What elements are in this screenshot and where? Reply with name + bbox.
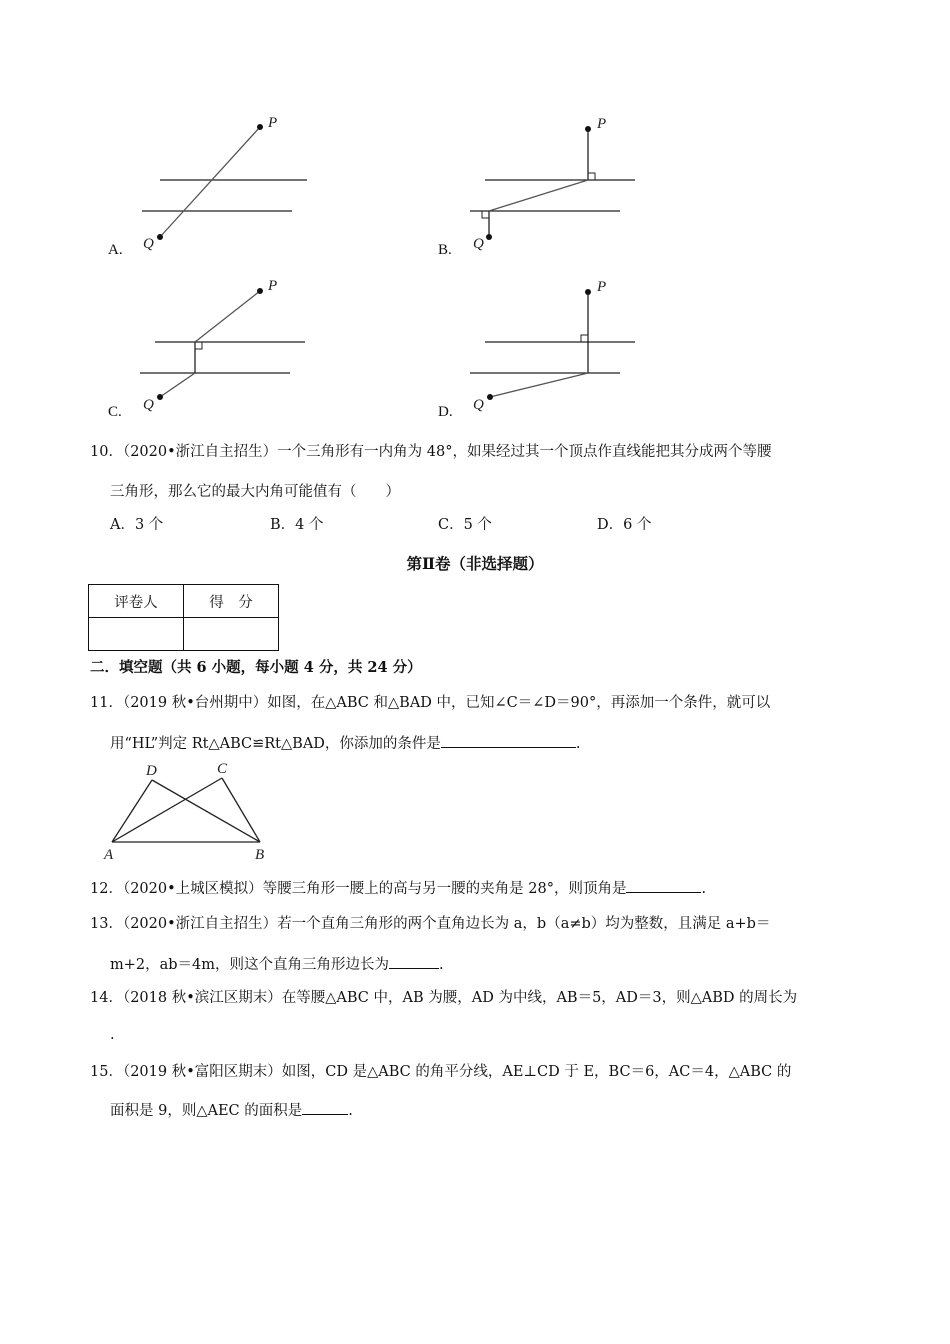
point-q xyxy=(486,234,492,240)
q10-choice-a: A．3 个 xyxy=(110,517,164,533)
point-q xyxy=(487,394,493,400)
label-d: D xyxy=(146,763,157,779)
option-a-label: A. xyxy=(108,242,123,258)
point-p xyxy=(257,288,263,294)
label-p: P xyxy=(268,278,278,294)
point-p xyxy=(585,289,591,295)
figure-option-d xyxy=(460,272,650,427)
q13-line2: m+2，ab＝4m，则这个直角三角形边长为 . xyxy=(110,954,444,975)
table-cell-reviewer xyxy=(89,618,184,651)
option-d-label: D. xyxy=(438,404,453,420)
right-angle-mark xyxy=(482,211,489,218)
figure-triangles xyxy=(100,758,275,866)
segment-lower xyxy=(490,373,588,397)
q14-line2: . xyxy=(110,1027,115,1043)
q10-line1: 10．（2020•浙江自主招生）一个三角形有一内角为 48°，如果经过其一个顶点作直线能把其分成两个等腰 xyxy=(90,444,772,460)
segment-ad xyxy=(112,780,152,842)
answer-blank[interactable] xyxy=(389,954,439,969)
q10-choice-d: D．6 个 xyxy=(597,517,652,533)
segment-upper xyxy=(195,291,260,342)
answer-blank[interactable] xyxy=(626,878,701,893)
section-title: 第Ⅱ卷（非选择题） xyxy=(406,554,544,573)
segment-db xyxy=(152,780,260,842)
label-q: Q xyxy=(143,397,154,413)
q15-line1: 15．（2019 秋•富阳区期末）如图，CD 是△ABC 的角平分线，AE⊥CD 于 E，BC＝6，AC＝4，△ABC 的 xyxy=(90,1064,792,1080)
point-p xyxy=(257,124,263,130)
label-q: Q xyxy=(473,236,484,252)
figure-option-b xyxy=(460,110,650,265)
q10-choice-b: B．4 个 xyxy=(270,517,324,533)
q11-line1: 11．（2019 秋•台州期中）如图，在△ABC 和△BAD 中，已知∠C＝∠D＝90°，再添加一个条件，就可以 xyxy=(90,695,771,711)
q10-choice-c: C．5 个 xyxy=(438,517,492,533)
option-b-label: B. xyxy=(438,242,452,258)
score-table xyxy=(88,584,279,651)
right-angle-mark xyxy=(588,173,595,180)
right-angle-mark xyxy=(581,335,588,342)
answer-blank[interactable] xyxy=(302,1100,348,1115)
segment-cb xyxy=(222,778,260,842)
right-angle-mark xyxy=(195,342,202,349)
fill-in-heading: 二．填空题（共 6 小题，每小题 4 分，共 24 分） xyxy=(90,659,422,676)
crossing-line xyxy=(489,180,588,211)
point-p xyxy=(585,126,591,132)
q15-line2: 面积是 9，则△AEC 的面积是 . xyxy=(110,1100,353,1121)
label-c: C xyxy=(217,761,228,777)
label-p: P xyxy=(597,116,607,132)
label-p: P xyxy=(268,115,278,131)
q12-line: 12．（2020•上城区模拟）等腰三角形一腰上的高与另一腰的夹角是 28°，则顶角是 . xyxy=(90,878,706,899)
answer-blank[interactable] xyxy=(441,733,576,748)
label-b: B xyxy=(255,847,265,863)
q13-line1: 13．（2020•浙江自主招生）若一个直角三角形的两个直角边长为 a，b（a≠b）均为整数，且满足 a+b＝ xyxy=(90,916,771,932)
path-line xyxy=(160,127,260,237)
segment-lower xyxy=(160,373,195,397)
q11-line2: 用“HL”判定 Rt△ABC≌Rt△BAD，你添加的条件是 . xyxy=(110,733,581,754)
q10-line2: 三角形，那么它的最大内角可能值有（ ） xyxy=(110,484,400,500)
label-p: P xyxy=(597,279,607,295)
label-q: Q xyxy=(143,236,154,252)
q14-line1: 14．（2018 秋•滨江区期末）在等腰△ABC 中，AB 为腰，AD 为中线，AB＝5，AD＝3，则△ABD 的周长为 xyxy=(90,990,798,1006)
point-q xyxy=(157,394,163,400)
figure-option-a xyxy=(130,110,320,265)
table-header-score: 得 分 xyxy=(184,585,279,618)
table-header-reviewer: 评卷人 xyxy=(89,585,184,618)
label-q: Q xyxy=(473,397,484,413)
figure-option-c xyxy=(130,272,320,427)
point-q xyxy=(157,234,163,240)
label-a: A xyxy=(104,847,114,863)
table-cell-score xyxy=(184,618,279,651)
option-c-label: C. xyxy=(108,404,122,420)
